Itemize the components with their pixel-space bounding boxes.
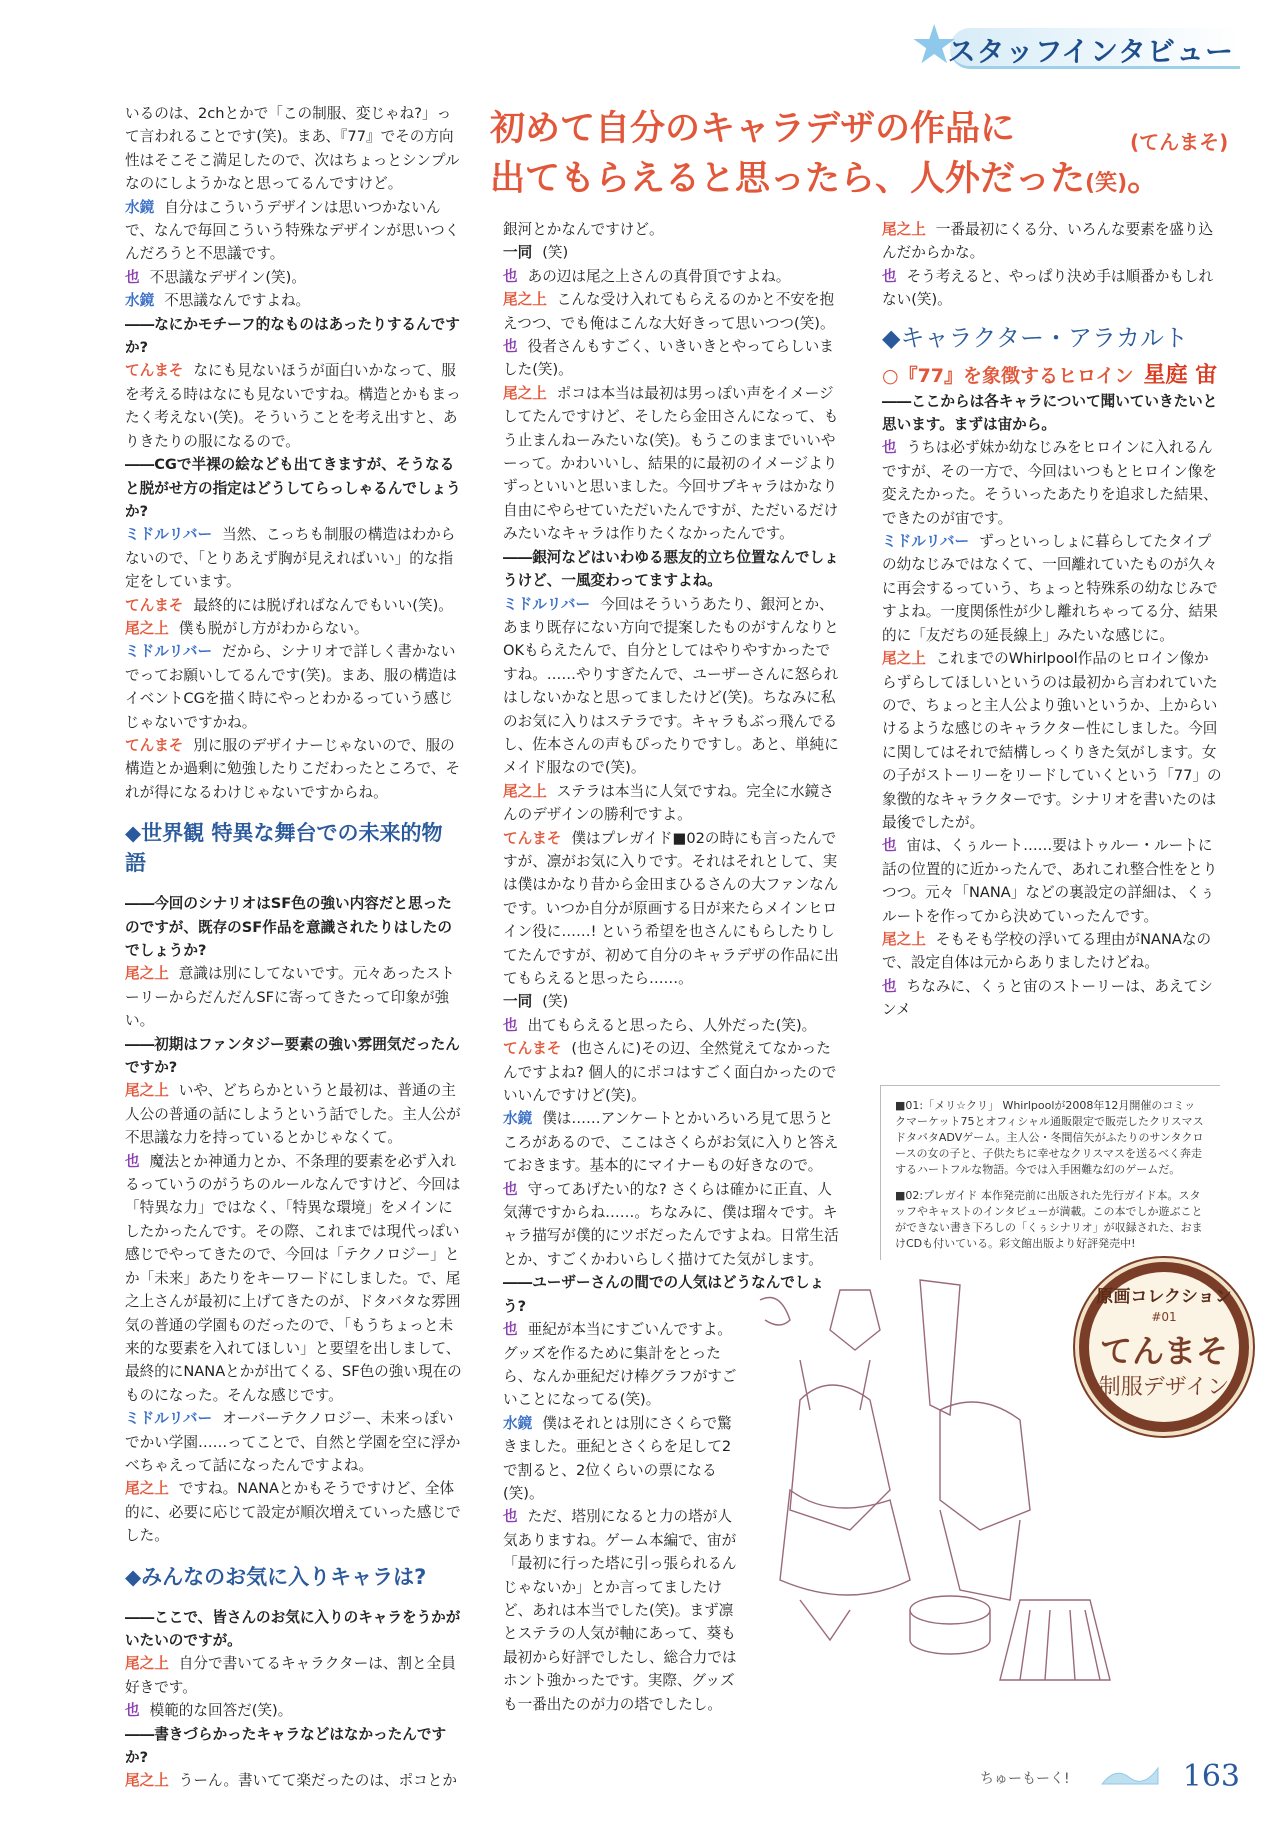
paragraph: 水鏡 僕はそれとは別にさくらで驚きました。亜紀とさくらを足して2で割ると、2位くらいの票になる(笑)。 <box>503 1414 732 1502</box>
question: ――今回のシナリオはSF色の強い内容だと思ったのですが、既存のSF作品を意識されたりはしたのでしょうか? <box>125 895 452 959</box>
footer-text: ちゅーもーく! <box>980 1771 1070 1787</box>
headline-line1: 初めて自分のキャラデザの作品に <box>490 109 1016 149</box>
paragraph: てんまそ 別に服のデザイナーじゃないので、服の構造とか過剰に勉強したりこだわったところで、それが得になるわけじゃないですからね。 <box>125 736 461 801</box>
paragraph: 也 魔法とか神通力とか、不条理的要素を必ず入れるっていうのがうちのルールなんですけど、今回は「特異な力」ではなく、「特異な環境」をメインにしたかったんです。その際、これまでは現代っぽい感じでやってきたので、今回は「テクノロジー」とか「未来」あたりをキーワードにしました。で、尾之上さんが最初に上げてきたのが、ドタバタな雰囲気の普通の学園ものだったので、「もうちょっと未来的な要素を入れてほしい」と要望を出しまして、最終的にNANAとかが出てくる、SF色の強い現在のものになった。そんな感じです。 <box>125 1152 462 1404</box>
headline-credit: (てんまそ) <box>1130 130 1229 154</box>
headline-line2: 出てもらえると思ったら、人外だった(笑)。 <box>490 159 1163 199</box>
paragraph: 尾之上 こんな受け入れてもらえるのかと不安を抱えつつ、でも俺はこんな大好きって思いつつ(笑)。 <box>503 291 835 332</box>
question: ――ユーザーさんの間での人気はどうなんでしょう? <box>503 1274 825 1315</box>
paragraph: 也 亜紀が本当にすごいんですよ。グッズを作るために集計をとったら、なんか亜紀だけ棒グラフがすごいことになってる(笑)。 <box>503 1321 737 1409</box>
paragraph: 尾之上 そもそも学校の浮いてる理由がNANAなので、設定自体は元からありましたけどね。 <box>882 930 1212 972</box>
badge-subtitle: 制服デザイン <box>1098 1375 1230 1400</box>
paragraph: 也 そう考えると、やっぱり決め手は順番かもしれない(笑)。 <box>882 267 1214 309</box>
question: ――書きづらかったキャラなどはなかったんですか? <box>125 1725 447 1766</box>
paragraph: 尾之上 ステラは本当に人気ですね。完全に水鏡さんのデザインの勝利ですよ。 <box>503 782 834 824</box>
badge-artist: てんまそ <box>1099 1332 1228 1370</box>
paragraph: ミドルリバー オーバーテクノロジー、未来っぽいでかい学園……ってことで、自然と学園を空に浮かべちゃえって話になったんですよね。 <box>125 1410 461 1474</box>
paragraph: 也 出てもらえると思ったら、人外だった(笑)。 <box>503 1016 817 1034</box>
section-title: スタッフインタビュー <box>947 35 1234 68</box>
paragraph: 水鏡 自分はこういうデザインは思いつかないんで、なんで毎回こういう特殊なデザインが思いつくんだろうと不思議です。 <box>125 198 460 263</box>
paragraph: 尾之上 自分で書いてるキャラクターは、割と全員好きです。 <box>125 1655 456 1696</box>
paragraph: てんまそ 最終的には脱げればなんでもいい(笑)。 <box>125 596 453 614</box>
footnote: ■02:プレガイド 本作発売前に出版された先行ガイド本。スタッフやキャストのインタビューが満載。この本でしか遊ぶことができない書き下ろしの「くぅシナリオ」が収録された、おまけCDも付いている。彩文館出版より好評発売中! <box>895 1189 1203 1250</box>
paragraph: 也 あの辺は尾之上さんの真骨頂ですよね。 <box>503 267 791 285</box>
star-icon: ★ <box>910 13 959 76</box>
question: ――銀河などはいわゆる悪友的立ち位置なんでしょうけど、一風変わってますよね。 <box>503 548 839 590</box>
question: ――ここからは各キャラについて聞いていきたいと思います。まずは宙から。 <box>882 392 1218 434</box>
paragraph: 一同 (笑) <box>503 993 569 1011</box>
paragraph: 尾之上 いや、どちらかというと最初は、普通の主人公の普通の話にしようという話でした。主人公が不思議な力を持っているとかじゃなくて。 <box>125 1082 461 1147</box>
paragraph: いるのは、2chとかで「この制服、変じゃね?」って言われることです(笑)。まあ、『77』でその方向性はそこそこ満足したので、次はちょっとシンプルなのにしようかなと思ってるんですけど。 <box>125 105 460 193</box>
question: ――CGで半裸の絵なども出てきますが、そうなると脱がせ方の指定はどうしてらっしゃるんでしょうか? <box>125 456 461 520</box>
section-heading: ◆キャラクター・アラカルト <box>882 323 1188 352</box>
question: ――ここで、皆さんのお気に入りのキャラをうかがいたいのですが。 <box>125 1608 461 1649</box>
collection-badge <box>1075 1258 1253 1436</box>
paragraph: 尾之上 僕も脱がし方がわからない。 <box>125 619 369 637</box>
paragraph: 銀河とかなんですけど。 <box>503 221 664 238</box>
paragraph: 也 守ってあげたい的な? さくらは確かに正直、人気薄ですからね……。ちなみに、僕は瑠々です。キャラ描写が僕的にツボだったんですよね。日常生活とか、すごくかわいらしく描けてた気がします。 <box>503 1180 839 1268</box>
badge-title: 原画コレクション <box>1096 1287 1232 1307</box>
question: ――初期はファンタジー要素の強い雰囲気だったんですか? <box>125 1035 460 1077</box>
paragraph: 水鏡 不思議なんですよね。 <box>125 292 311 310</box>
paragraph: 一同 (笑) <box>503 244 569 262</box>
page-footer <box>980 1754 1240 1794</box>
paragraph: 也 宙は、くぅルート……要はトゥルー・ルートに話の位置的に近かったんで、あれこれ整合性をとりつつ。元々「NANA」などの裏設定の詳細は、くぅルートを作ってから決めていったんです。 <box>882 837 1218 925</box>
paragraph: 尾之上 うーん。書いてて楽だったのは、ポコとか <box>125 1772 457 1790</box>
paragraph: 水鏡 僕は……アンケートとかいろいろ見て思うところがあるので、ここはさくらがお気に入りと答えておきます。基本的にマイナーもの好きなので。 <box>503 1110 839 1175</box>
paragraph: 也 役者さんもすごく、いきいきとやってらしいました(笑)。 <box>503 338 834 379</box>
footnotes <box>880 1085 1220 1260</box>
paragraph: てんまそ (也さんに)その辺、全然覚えてなかったんですよね? 個人的にポコはすごく面白かったのでいいんですけど(笑)。 <box>503 1040 837 1105</box>
paragraph: てんまそ なにも見ないほうが面白いかなって、服を考える時はなにも見ないですね。構造とかもまったく考えない(笑)。そういうことを考え出すと、ありきたりの服になるので。 <box>125 362 461 450</box>
paragraph: 尾之上 これまでのWhirlpool作品のヒロイン像からずらしてほしいというのは最初から言われていたので、ちょっと主人公より強いというか、上からいけるような感じのキャラクター性にしました。今回に関してはそれで結構しっくりきた気がします。女の子がストーリーをリードしていくという「77」の象徴的なキャラクターです。シナリオを書いたのは最後でしたが。 <box>882 650 1222 831</box>
section-heading: ◆世界観 特異な舞台での未来的物語 <box>125 821 443 876</box>
paragraph: 尾之上 ポコは本当は最初は男っぽい声をイメージしてたんですけど、そしたら金田さんになって、もう止まんねーみたいな(笑)。もうこのままでいいやーって。かわいいし、結果的に最初のイメージよりずっといいと思いました。今回サブキャラはかなり自由にやらせていただいたんですが、ただいるだけみたいなキャラは作りたくなかったんです。 <box>503 384 839 543</box>
paragraph: 也 模範的な回答だ(笑)。 <box>125 1702 293 1720</box>
badge-number: #01 <box>1151 1310 1177 1324</box>
wave-icon <box>1100 1764 1160 1790</box>
paragraph: 也 不思議なデザイン(笑)。 <box>125 268 306 286</box>
paragraph: 尾之上 ですね。NANAとかもそうですけど、全体的に、必要に応じて設定が順次増えていった感じでした。 <box>125 1480 461 1545</box>
headline <box>490 104 1250 209</box>
question: ――なにかモチーフ的なものはあったりするんですか? <box>125 315 460 357</box>
paragraph: ミドルリバー 当然、こっちも制服の構造はわからないので、「とりあえず胸が見えればいい」的な指定をしています。 <box>125 526 456 591</box>
paragraph: 也 ちなみに、くぅと宙のストーリーは、あえてシンメ <box>882 977 1213 1019</box>
paragraph: 也 うちは必ず妹か幼なじみをヒロインに入れるんですが、その一方で、今回はいつもとヒロイン像を変えたかった。そういったあたりを追求した結果、できたのが宙です。 <box>882 439 1218 527</box>
character-heading: ○『77』を象徴するヒロイン 星庭 宙 <box>882 362 1218 388</box>
column-1 <box>125 102 463 1793</box>
paragraph: ミドルリバー 今回はそういうあたり、銀河とか、あまり既存にない方向で提案したものがすんなりとOKもらえたんで、自分としてはやりやすかったですね。……やりすぎたんで、ユーザーさんに怒られはしないかなと思ってましたけど(笑)。ちなみに私のお気に入りはステラです。キャラもぶっ飛んでるし、佐本さんの声もぴったりですし。あと、単純にメイド服なので(笑)。 <box>503 595 839 777</box>
section-heading: ◆みんなのお気に入りキャラは? <box>125 1564 427 1589</box>
paragraph: 尾之上 意識は別にしてないです。元々あったストーリーからだんだんSFに寄ってきたって印象が強い。 <box>125 965 455 1030</box>
paragraph: ミドルリバー ずっといっしょに暮らしてたタイプの幼なじみではなくて、一回離れていたものが久々に再会するっていう、ちょっと特殊系の幼なじみですよね。一度関係性が少し離れちゃってる分、結果的に「友だちの延長線上」みたいな感じに。 <box>882 533 1218 644</box>
column-3 <box>882 218 1222 1022</box>
paragraph: ミドルリバー だから、シナリオで詳しく書かないでってお願いしてるんです(笑)。まあ、服の構造はイベントCGを描く時にやっとわかるっていう感じじゃないですかね。 <box>125 643 457 731</box>
paragraph: 尾之上 一番最初にくる分、いろんな要素を盛り込んだからかな。 <box>882 221 1214 262</box>
section-header <box>910 13 1240 76</box>
paragraph: 也 ただ、塔別になると力の塔が人気ありますね。ゲーム本編で、宙が「最初に行った塔に引っ張られるんじゃないか」とか言ってましたけど、あれは本当でした(笑)。まず凛とステラの人気が軸にあって、葵も最初から好評でしたし、総合力ではホント強かったです。実際、グッズも一番出たのが力の塔でしたし。 <box>503 1508 737 1713</box>
page-number: 163 <box>1182 1759 1240 1794</box>
paragraph: てんまそ 僕はプレガイド■02の時にも言ったんですが、凛がお気に入りです。それはそれとして、実は僕はかなり昔から金田まひるさんの大ファンなんです。いつか自分が原画する日が来たらメインヒロイン役に……! という希望を也さんにもらしたりしてたんですが、初めて自分のキャラデザの作品に出てもらえると思ったら……。 <box>503 829 839 987</box>
footnote: ■01:「メリ☆クリ」 Whirlpoolが2008年12月開催のコミックマーケット75とオフィシャル通販限定で販売したクリスマスドタバタADVゲーム。主人公・冬間信矢がふたりのサンタクロースの女の子と、子供たちに幸せなクリスマスを送るべく奔走するハートフルな物語。今では入手困難な幻のゲームだ。 <box>895 1099 1204 1176</box>
